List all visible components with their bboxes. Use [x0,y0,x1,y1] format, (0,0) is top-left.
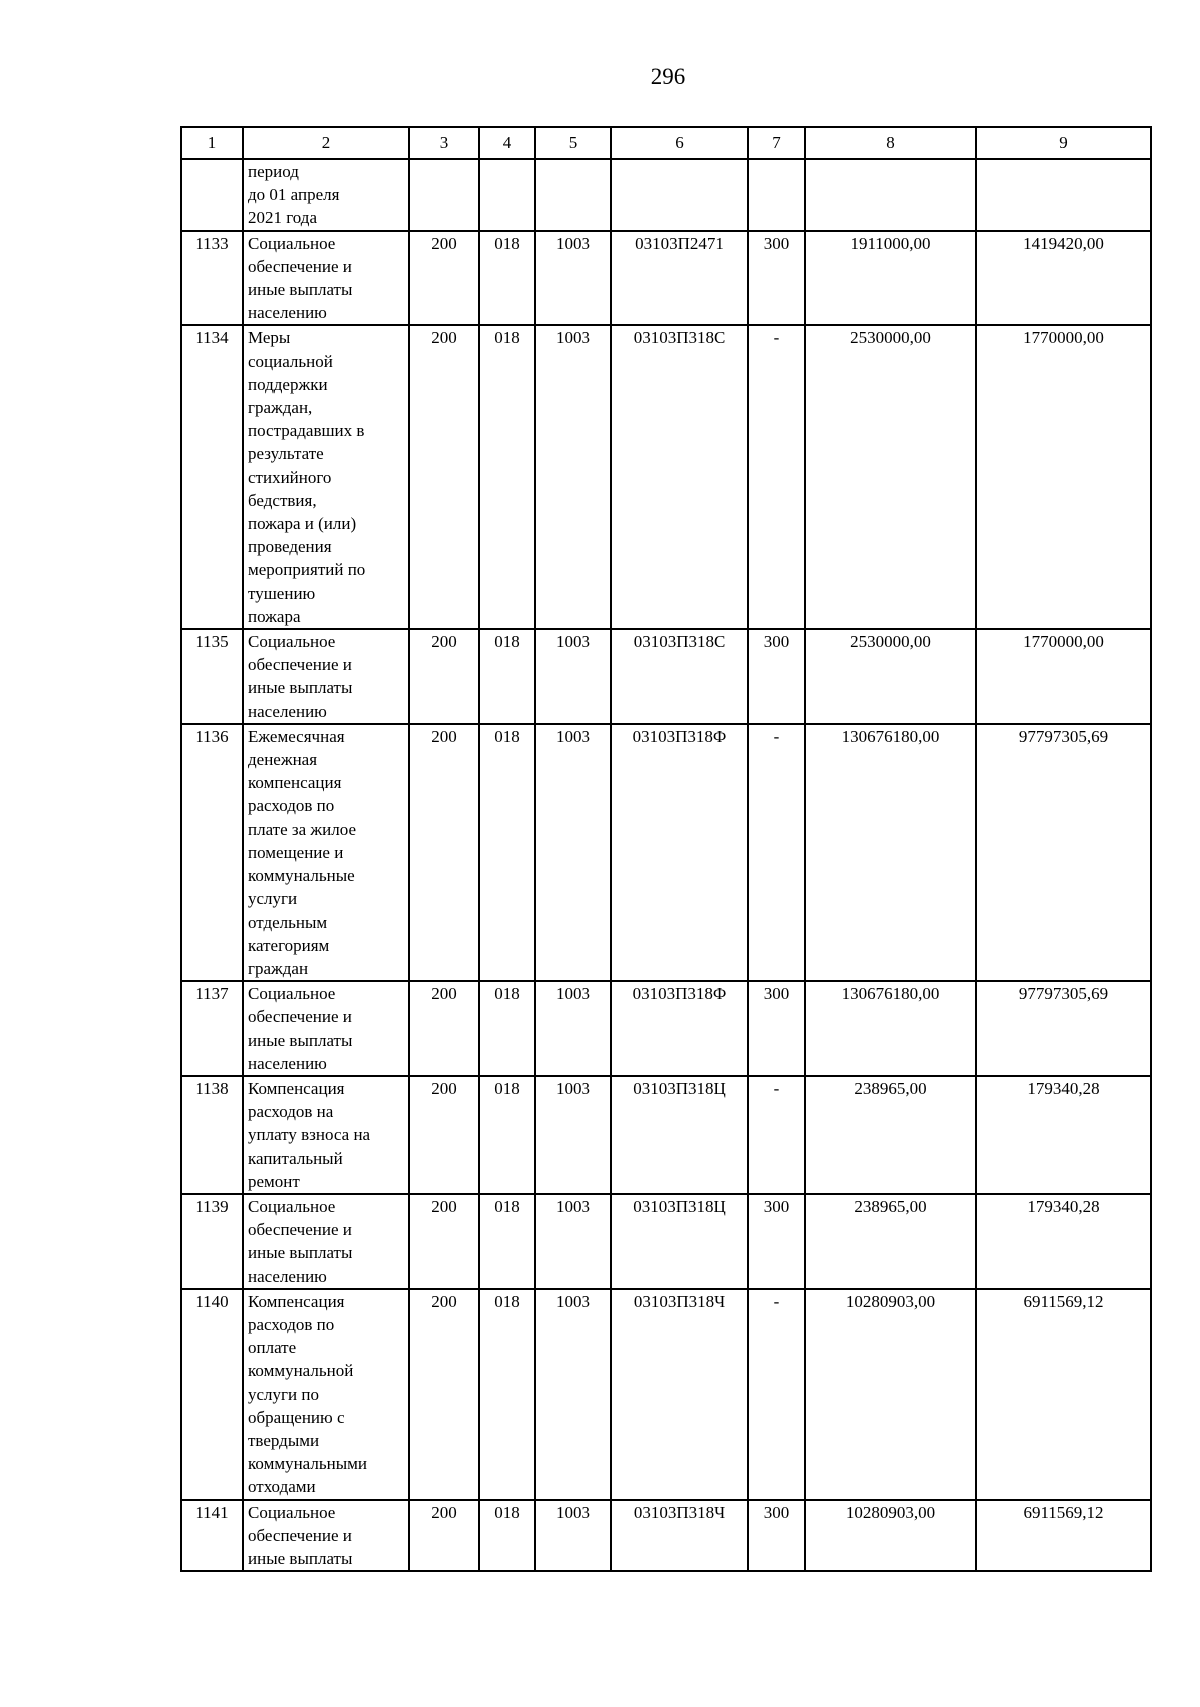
table-row [181,159,1151,231]
column-4-cell: 018 [479,231,535,326]
header-cell-6: 6 [611,127,748,159]
target-code-cell [611,159,748,231]
description-cell: Компенсация расходов на уплату взноса на капитальный ремонт [243,1076,409,1194]
amount-plan-cell: 238965,00 [805,1194,976,1289]
row-number-cell: 1134 [181,325,243,629]
amount-plan-cell: 1911000,00 [805,231,976,326]
header-row [181,127,1151,159]
column-5-cell: 1003 [535,629,611,724]
row-number-cell: 1136 [181,724,243,981]
expense-type-cell: 300 [748,981,805,1076]
amount-actual-cell: 1770000,00 [976,629,1151,724]
expense-type-cell: 300 [748,629,805,724]
column-3-cell: 200 [409,325,479,629]
column-3-cell: 200 [409,1076,479,1194]
target-code-cell: 03103П2471 [611,231,748,326]
description-cell: Меры социальной поддержки граждан, пострадавших в результате стихийного бедствия, пожара и (или) проведения мероприятий по тушению пожара [243,325,409,629]
column-4-cell: 018 [479,1289,535,1500]
amount-actual-cell: 97797305,69 [976,724,1151,981]
target-code-cell: 03103П318Ф [611,724,748,981]
target-code-cell: 03103П318Ф [611,981,748,1076]
header-cell-8: 8 [805,127,976,159]
header-cell-7: 7 [748,127,805,159]
page-number: 296 [650,64,686,89]
row-number-cell: 1138 [181,1076,243,1194]
table-row [181,629,1151,724]
row-number-cell: 1139 [181,1194,243,1289]
target-code-cell: 03103П318С [611,325,748,629]
amount-actual-cell: 6911569,12 [976,1289,1151,1500]
description-cell: Компенсация расходов по оплате коммунальной услуги по обращению с твердыми коммунальными отходами [243,1289,409,1500]
expense-type-cell [748,159,805,231]
row-number-cell: 1133 [181,231,243,326]
column-3-cell: 200 [409,724,479,981]
column-4-cell: 018 [479,1076,535,1194]
expense-type-cell: 300 [748,1500,805,1572]
table-body [181,159,1151,1571]
row-number-cell [181,159,243,231]
expense-type-cell: - [748,325,805,629]
column-4-cell: 018 [479,629,535,724]
amount-actual-cell: 179340,28 [976,1076,1151,1194]
expense-type-cell: - [748,1289,805,1500]
target-code-cell: 03103П318Ц [611,1076,748,1194]
row-number-cell: 1141 [181,1500,243,1572]
description-cell: период до 01 апреля 2021 года [243,159,409,231]
column-4-cell: 018 [479,1500,535,1572]
column-3-cell [409,159,479,231]
column-5-cell: 1003 [535,231,611,326]
amount-plan-cell: 10280903,00 [805,1500,976,1572]
table-row [181,981,1151,1076]
column-5-cell: 1003 [535,1289,611,1500]
row-number-cell: 1137 [181,981,243,1076]
budget-table [180,126,1152,1572]
amount-plan-cell: 10280903,00 [805,1289,976,1500]
table-row [181,724,1151,981]
expense-type-cell: - [748,1076,805,1194]
header-cell-5: 5 [535,127,611,159]
column-3-cell: 200 [409,981,479,1076]
table-row [181,1500,1151,1572]
column-5-cell: 1003 [535,1194,611,1289]
column-4-cell: 018 [479,1194,535,1289]
target-code-cell: 03103П318С [611,629,748,724]
column-3-cell: 200 [409,1500,479,1572]
column-4-cell: 018 [479,981,535,1076]
amount-actual-cell [976,159,1151,231]
column-3-cell: 200 [409,231,479,326]
row-number-cell: 1135 [181,629,243,724]
column-5-cell: 1003 [535,1500,611,1572]
column-5-cell [535,159,611,231]
description-cell: Социальное обеспечение и иные выплаты населению [243,231,409,326]
amount-plan-cell: 238965,00 [805,1076,976,1194]
amount-plan-cell [805,159,976,231]
description-cell: Ежемесячная денежная компенсация расходов по плате за жилое помещение и коммунальные услуги отдельным категориям граждан [243,724,409,981]
table-row [181,1289,1151,1500]
target-code-cell: 03103П318Ч [611,1500,748,1572]
column-4-cell: 018 [479,724,535,981]
table-row [181,231,1151,326]
description-cell: Социальное обеспечение и иные выплаты населению [243,981,409,1076]
column-5-cell: 1003 [535,981,611,1076]
amount-plan-cell: 2530000,00 [805,629,976,724]
amount-actual-cell: 179340,28 [976,1194,1151,1289]
description-cell: Социальное обеспечение и иные выплаты [243,1500,409,1572]
column-4-cell [479,159,535,231]
header-cell-1: 1 [181,127,243,159]
table-row [181,325,1151,629]
expense-type-cell: 300 [748,1194,805,1289]
description-cell: Социальное обеспечение и иные выплаты населению [243,1194,409,1289]
column-4-cell: 018 [479,325,535,629]
expense-type-cell: 300 [748,231,805,326]
amount-actual-cell: 1770000,00 [976,325,1151,629]
target-code-cell: 03103П318Ц [611,1194,748,1289]
column-3-cell: 200 [409,629,479,724]
header-cell-3: 3 [409,127,479,159]
header-cell-4: 4 [479,127,535,159]
column-3-cell: 200 [409,1194,479,1289]
description-cell: Социальное обеспечение и иные выплаты населению [243,629,409,724]
amount-plan-cell: 2530000,00 [805,325,976,629]
amount-actual-cell: 1419420,00 [976,231,1151,326]
row-number-cell: 1140 [181,1289,243,1500]
target-code-cell: 03103П318Ч [611,1289,748,1500]
amount-actual-cell: 6911569,12 [976,1500,1151,1572]
header-cell-9: 9 [976,127,1151,159]
amount-plan-cell: 130676180,00 [805,981,976,1076]
column-5-cell: 1003 [535,1076,611,1194]
column-5-cell: 1003 [535,325,611,629]
amount-actual-cell: 97797305,69 [976,981,1151,1076]
header-cell-2: 2 [243,127,409,159]
column-3-cell: 200 [409,1289,479,1500]
amount-plan-cell: 130676180,00 [805,724,976,981]
column-5-cell: 1003 [535,724,611,981]
table-row [181,1076,1151,1194]
expense-type-cell: - [748,724,805,981]
table-row [181,1194,1151,1289]
